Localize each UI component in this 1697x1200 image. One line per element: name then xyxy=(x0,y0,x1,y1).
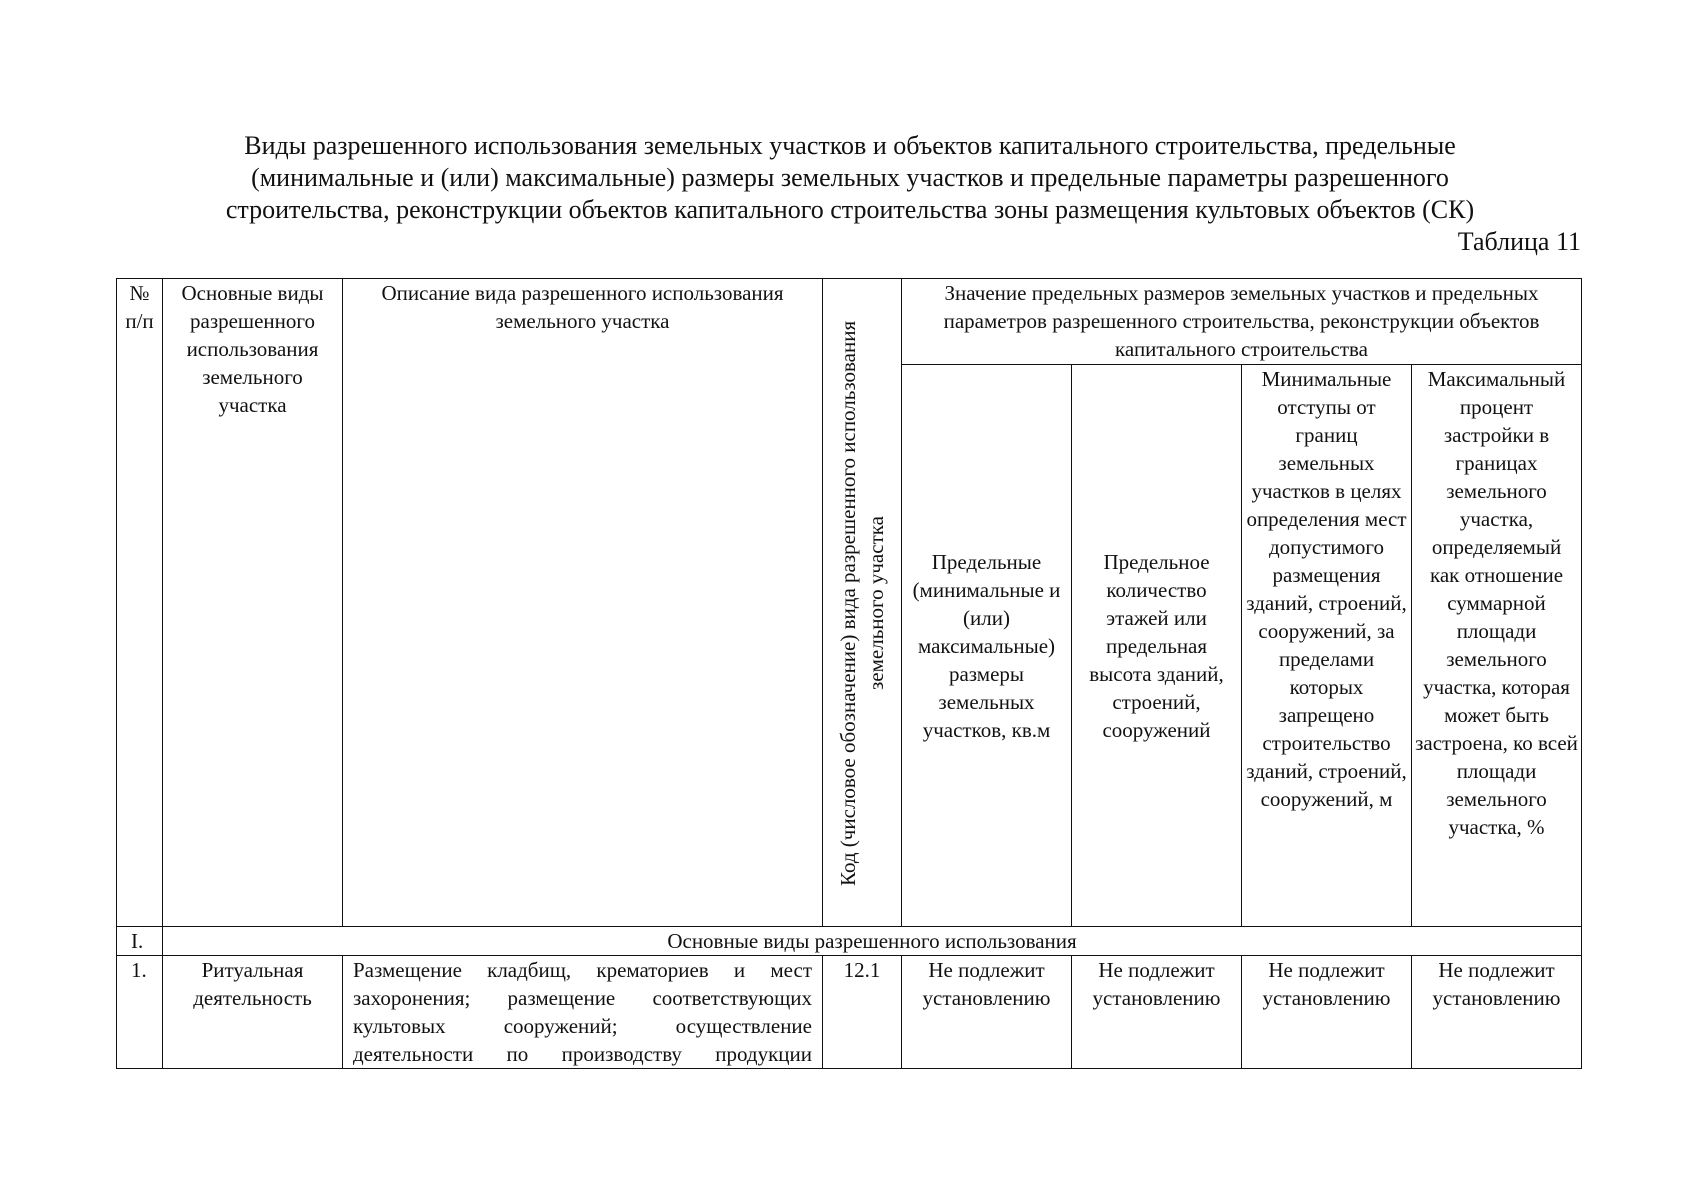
header-code-cell xyxy=(823,279,902,927)
row-coverage-value: Не подлежит установлению xyxy=(1412,956,1582,1069)
row-description xyxy=(343,956,823,1069)
row-code: 12.1 xyxy=(823,956,902,1069)
header-row-1 xyxy=(117,279,1582,365)
row-floors-value: Не подлежит установлению xyxy=(1072,956,1242,1069)
row-num: 1. xyxy=(117,956,163,1069)
regulations-table xyxy=(116,278,1582,1069)
row-description-line: деятельности по производству продукции xyxy=(353,1042,812,1066)
table-label: Таблица 11 xyxy=(1457,227,1581,256)
row-area-value: Не подлежит установлению xyxy=(902,956,1072,1069)
title-line-1: Виды разрешенного использования земельных участков и объектов капитального строительства, предельные xyxy=(244,131,1456,160)
row-description-line: захоронения; размещение соответствующих xyxy=(353,986,812,1010)
row-type: Ритуальная деятельность xyxy=(163,956,343,1069)
section-num: I. xyxy=(117,927,163,956)
title-line-3: строительства, реконструкции объектов капитального строительства зоны размещения культовых объектов (СК) xyxy=(225,195,1475,224)
table-row xyxy=(117,956,1582,1069)
title-line-2: (минимальные и (или) максимальные) размеры земельных участков и предельные параметры разрешенного xyxy=(251,163,1449,192)
header-description: Описание вида разрешенного использования земельного участка xyxy=(343,279,823,927)
row-description-line: Размещение кладбищ, крематориев и мест xyxy=(353,958,812,982)
header-values-group: Значение предельных размеров земельных участков и предельных параметров разрешенного строительства, реконструкции объектов капитального строительства xyxy=(902,279,1582,365)
header-sub-coverage: Максимальный процент застройки в границах земельного участка, определяемый как отношение суммарной площади земельного участка, которая может быть застроена, ко всей площади земельного участка, % xyxy=(1412,365,1582,927)
section-row xyxy=(117,927,1582,956)
header-main-types: Основные виды разрешенного использования земельного участка xyxy=(163,279,343,927)
document-title xyxy=(120,130,1580,226)
header-sub-setbacks: Минимальные отступы от границ земельных участков в целях определения мест допустимого размещения зданий, строений, сооружений, за пределами которых запрещено строительство зданий, строений, сооружений, м xyxy=(1242,365,1412,927)
header-num: № п/п xyxy=(117,279,163,927)
header-sub-floors: Предельное количество этажей или предельная высота зданий, строений, сооружений xyxy=(1072,365,1242,927)
row-setbacks-value: Не подлежит установлению xyxy=(1242,956,1412,1069)
header-sub-area: Предельные (минимальные и (или) максимальные) размеры земельных участков, кв.м xyxy=(902,365,1072,927)
row-description-line: культовых сооружений; осуществление xyxy=(353,1014,812,1038)
header-code: Код (числовое обозначение) вида разрешенного использования земельного участка xyxy=(836,319,888,886)
section-title: Основные виды разрешенного использования xyxy=(163,927,1582,956)
